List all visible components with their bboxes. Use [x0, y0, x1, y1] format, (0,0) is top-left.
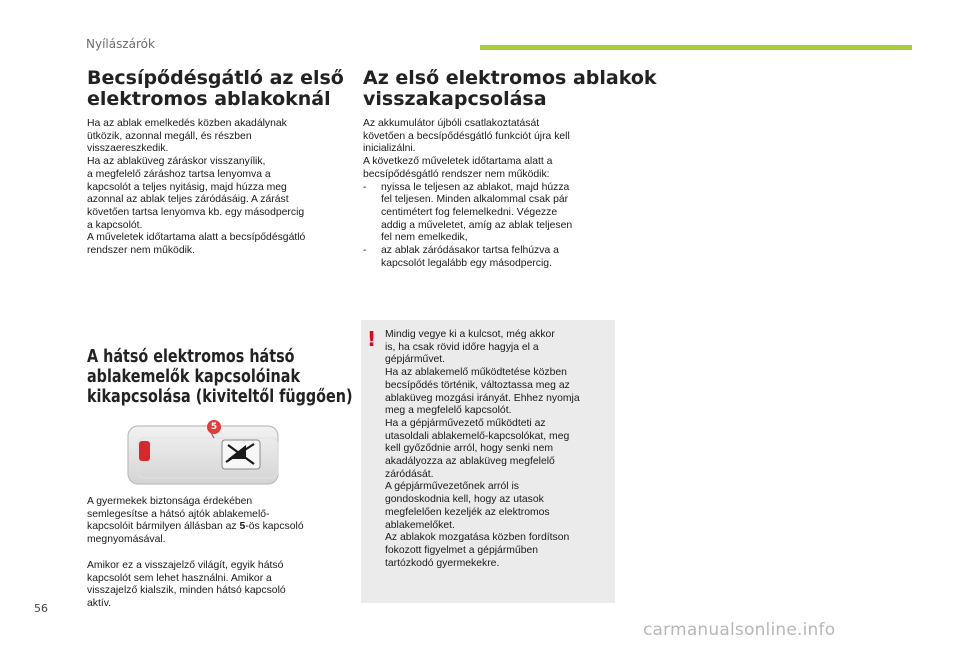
- section-title-anti-pinch: [87, 68, 344, 110]
- text-line: utasoldali ablakemelő-kapcsolókat, meg: [385, 430, 570, 442]
- text-line: A gyermekek biztonsága érdekében: [87, 496, 253, 507]
- text-line: azonnal az ablak teljes záródásáig. A zárást: [87, 194, 289, 206]
- text-line: is, ha csak rövid időre hagyja el a: [385, 341, 539, 353]
- text-line: Ha az ablakemelő működtetése közben: [385, 367, 567, 379]
- text-line: Ha az ablak emelkedés közben akadálynak: [87, 118, 287, 129]
- list-item: [363, 245, 625, 270]
- title-line: ablakemelők kapcsolóinak: [87, 367, 300, 387]
- callout-badge: 5: [207, 420, 221, 434]
- text-run: -ös kapcsoló: [245, 521, 304, 533]
- reinit-paragraph: [363, 118, 625, 270]
- text-line: visszaereszkedik.: [87, 143, 169, 155]
- text-line: Ha az ablaküveg záráskor visszanyílik,: [87, 156, 266, 168]
- text-line: akadályozza az ablaküveg megfelelő: [385, 456, 555, 468]
- text-line: kell győződnie arról, hogy senki nem: [385, 443, 554, 455]
- text-line: fel teljesen. Minden alkalommal csak pár: [381, 194, 569, 206]
- title-line: visszakapcsolása: [363, 88, 547, 110]
- reinit-steps-list: [363, 182, 625, 271]
- indicator-paragraph: [87, 560, 352, 611]
- section-accent-bar: [480, 45, 912, 50]
- title-line: Az első elektromos ablakok: [363, 67, 657, 89]
- title-line: elektromos ablakoknál: [87, 88, 331, 110]
- text-line: fokozott figyelmet a gépjárműben: [385, 544, 539, 556]
- text-line: tartózkodó gyermekekre.: [385, 557, 500, 569]
- text-line: A következő műveletek időtartama alatt a: [363, 156, 553, 168]
- text-line: A műveletek időtartama alatt a becsípődésgátló: [87, 232, 306, 244]
- text-line: meg a megfelelő kapcsolót.: [385, 405, 512, 417]
- text-line: a megfelelő záráshoz tartsa lenyomva a: [87, 168, 271, 180]
- text-line: - nyissa le teljesen az ablakot, majd húzza: [381, 181, 570, 193]
- text-line: ablakemelőket.: [385, 519, 455, 531]
- text-line: rendszer nem működik.: [87, 245, 195, 257]
- text-line: követően tartsa lenyomva kb. egy másodpercig: [87, 206, 305, 218]
- page-number: 56: [34, 602, 48, 615]
- warning-indicator-light: [139, 441, 150, 461]
- text-line: inicializálni.: [363, 143, 416, 155]
- text-line: ütközik, azonnal megáll, és részben: [87, 130, 252, 142]
- text-line: Amikor ez a visszajelző világít, egyik hátsó: [87, 560, 284, 571]
- window-lock-icon: [222, 440, 260, 469]
- text-line: aktív.: [87, 598, 112, 610]
- text-run: kapcsolóit bármilyen állásban az: [87, 521, 240, 533]
- text-line: becsípődésgátló rendszer nem működik:: [363, 168, 550, 180]
- text-line: A gépjárművezetőnek arról is: [385, 481, 519, 493]
- text-line: centimétert fog felemelkedni. Végezze: [381, 206, 558, 218]
- text-line: megnyomásával.: [87, 534, 166, 546]
- title-line: A hátsó elektromos hátsó: [87, 347, 295, 367]
- text-line: semlegesítse a hátsó ajtók ablakemelő-: [87, 508, 270, 520]
- anti-pinch-paragraph: [87, 118, 352, 258]
- text-line: - az ablak záródásakor tartsa felhúzva a: [381, 245, 559, 257]
- text-line: fel nem emelkedik,: [381, 232, 468, 244]
- text-line: Az akkumulátor újbóli csatlakoztatását: [363, 118, 540, 129]
- watermark: carmanualsonline.info: [643, 620, 836, 640]
- text-line: a kapcsolót.: [87, 219, 143, 231]
- text-line: követően a becsípődésgátló funkciót újra kell: [363, 130, 570, 142]
- text-line: Mindig vegye ki a kulcsot, még akkor: [385, 329, 555, 340]
- text-line: gondoskodnia kell, hogy az utasok: [385, 494, 544, 506]
- text-line: megfelelően kezeljék az elektromos: [385, 506, 550, 518]
- text-line: gépjárművet.: [385, 354, 446, 366]
- text-line: Az ablakok mozgatása közben fordítson: [385, 532, 570, 544]
- text-line: kapcsolót a teljes nyitásig, majd húzza meg: [87, 181, 287, 193]
- child-safety-paragraph: [87, 496, 352, 547]
- text-line: kapcsolót sem lehet használni. Amikor a: [87, 572, 272, 584]
- title-line: kikapcsolása (kiviteltől függően): [87, 387, 353, 407]
- warning-exclamation-icon: !: [367, 327, 377, 351]
- title-line: Becsípődésgátló az első: [87, 67, 344, 89]
- text-line: addig a műveletet, amíg az ablak teljesen: [381, 219, 573, 231]
- text-line: ablaküveg mozgási irányát. Ehhez nyomja: [385, 392, 580, 404]
- list-item: [363, 182, 625, 246]
- section-title-reinit: [363, 68, 657, 110]
- switch-number: 5: [239, 521, 246, 533]
- text-line: záródását.: [385, 468, 434, 480]
- warning-text: [385, 329, 611, 570]
- text-line: kapcsolót legalább egy másodpercig.: [381, 257, 552, 269]
- text-line: Ha a gépjárművezető működteti az: [385, 417, 546, 429]
- text-line: becsípődés történik, változtassa meg az: [385, 379, 570, 391]
- section-label: Nyílászárók: [86, 37, 155, 51]
- text-line: visszajelző kialszik, minden hátsó kapcsoló: [87, 585, 286, 597]
- text-line: [87, 521, 352, 534]
